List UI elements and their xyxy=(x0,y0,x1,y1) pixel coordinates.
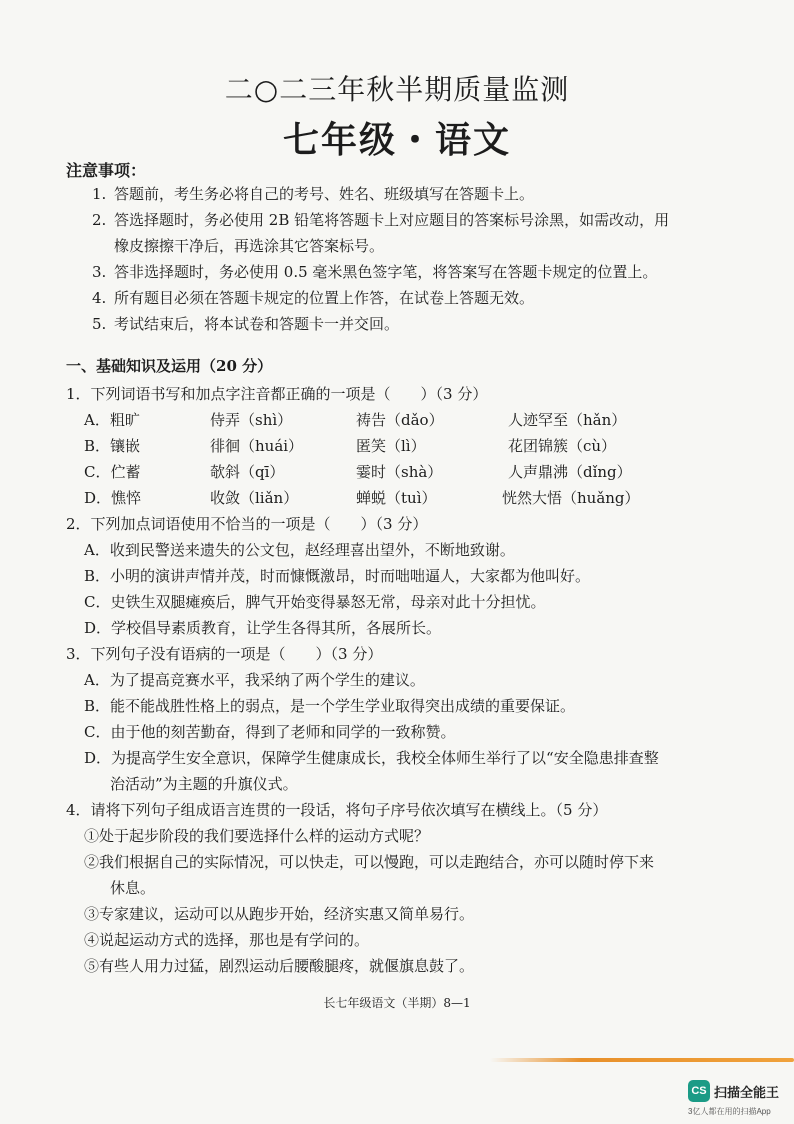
page-footer: 长七年级语文（半期）8—1 xyxy=(323,996,471,1010)
notice-item: 5. 考试结束后，将本试卷和答题卡一并交回。 xyxy=(92,315,400,333)
q2-option-d: D．学校倡导素质教育，让学生各得其所，各展所长。 xyxy=(84,619,442,637)
q1-option-b-word: 徘徊（huái） xyxy=(210,437,304,455)
question-3-stem: 3．下列句子没有语病的一项是（ ）（3 分） xyxy=(66,645,383,663)
q1-option-a-word: 祷告（dǎo） xyxy=(356,411,444,429)
q4-sentence-3: ③专家建议，运动可以从跑步开始，经济实惠又简单易行。 xyxy=(84,905,475,923)
q1-option-a-word: 侍弄（shì） xyxy=(210,411,293,429)
q2-option-c: C．史铁生双腿瘫痪后，脾气开始变得暴怒无常，母亲对此十分担忧。 xyxy=(84,593,546,611)
q1-option-d-word: 蝉蜕（tuì） xyxy=(356,489,437,507)
q1-option-a-word: 人迹罕至（hǎn） xyxy=(508,411,627,429)
q2-option-a: A．收到民警送来遗失的公文包，赵经理喜出望外，不断地致谢。 xyxy=(84,541,515,559)
question-2-stem: 2．下列加点词语使用不恰当的一项是（ ）（3 分） xyxy=(66,515,428,533)
q4-sentence-2: ②我们根据自己的实际情况，可以快走，可以慢跑，可以走跑结合，亦可以随时停下来 xyxy=(84,853,655,871)
q1-option-b-word: 花团锦簇（cù） xyxy=(508,437,617,455)
q1-option-c-word: 欹斜（qī） xyxy=(210,463,285,481)
q1-option-b-word: B．镶嵌 xyxy=(84,437,141,455)
notice-item: 2. 答选择题时，务必使用 2B 铅笔将答题卡上对应题目的答案标号涂黑，如需改动，用 橡皮擦擦干净后，再选涂其它答案标号。 xyxy=(92,211,670,255)
section-heading: 一、基础知识及运用（20 分） xyxy=(66,357,273,375)
scanner-watermark xyxy=(688,1080,788,1120)
q3-option-b: B．能不能战胜性格上的弱点，是一个学生学业取得突出成绩的重要保证。 xyxy=(84,697,576,715)
question-1-stem: 1．下列词语书写和加点字注音都正确的一项是（ ）（3 分） xyxy=(66,385,488,403)
q4-sentence-4: ④说起运动方式的选择，那也是有学问的。 xyxy=(84,931,370,949)
camscanner-logo-icon: CS xyxy=(688,1080,710,1102)
q1-option-d-word: D．憔悴 xyxy=(84,489,142,507)
q1-option-c-word: 人声鼎沸（dǐng） xyxy=(508,463,632,481)
q4-sentence-5: ⑤有些人用力过猛，剧烈运动后腰酸腿疼，就偃旗息鼓了。 xyxy=(84,957,475,975)
notice-heading: 注意事项： xyxy=(66,161,147,180)
q1-option-c-word: C．伫蓄 xyxy=(84,463,141,481)
notice-item: 4. 所有题目必须在答题卡规定的位置上作答，在试卷上答题无效。 xyxy=(92,289,535,307)
q4-sentence-1: ①处于起步阶段的我们要选择什么样的运动方式呢？ xyxy=(84,827,430,845)
q3-option-a: A．为了提高竞赛水平，我采纳了两个学生的建议。 xyxy=(84,671,425,689)
q3-option-c: C．由于他的刻苦勤奋，得到了老师和同学的一致称赞。 xyxy=(84,723,456,741)
q1-option-d-word: 恍然大悟（huǎng） xyxy=(502,489,640,507)
q1-option-c-word: 霎时（shà） xyxy=(356,463,443,481)
exam-title: 二○二三年秋半期质量监测 xyxy=(224,73,570,106)
q4-sentence-2-continued: 休息。 xyxy=(110,879,156,897)
q1-option-d-word: 收敛（liǎn） xyxy=(210,489,299,507)
q1-option-a-word: A．粗旷 xyxy=(84,411,140,429)
q2-option-b: B．小明的演讲声情并茂，时而慷慨激昂，时而咄咄逼人，大家都为他叫好。 xyxy=(84,567,591,585)
scanner-app-tagline: 3亿人都在用的扫描App xyxy=(688,1107,771,1116)
exam-subject-title: 七年级・语文 xyxy=(282,119,511,161)
question-4-stem: 4．请将下列句子组成语言连贯的一段话，将句子序号依次填写在横线上。（5 分） xyxy=(66,801,608,819)
notice-item: 1. 答题前，考生务必将自己的考号、姓名、班级填写在答题卡上。 xyxy=(92,185,535,203)
notice-item: 3. 答非选择题时，务必使用 0.5 毫米黑色签字笔，将答案写在答题卡规定的位置上。 xyxy=(92,263,658,281)
scan-accent-bar xyxy=(490,1058,794,1062)
q1-option-b-word: 匿笑（lì） xyxy=(356,437,426,455)
q3-option-d-continued: 治活动”为主题的升旗仪式。 xyxy=(110,775,298,793)
scanner-app-name: 扫描全能王 xyxy=(714,1085,780,1100)
q3-option-d: D．为提高学生安全意识，保障学生健康成长，我校全体师生举行了以“安全隐患排查整 xyxy=(84,749,659,767)
